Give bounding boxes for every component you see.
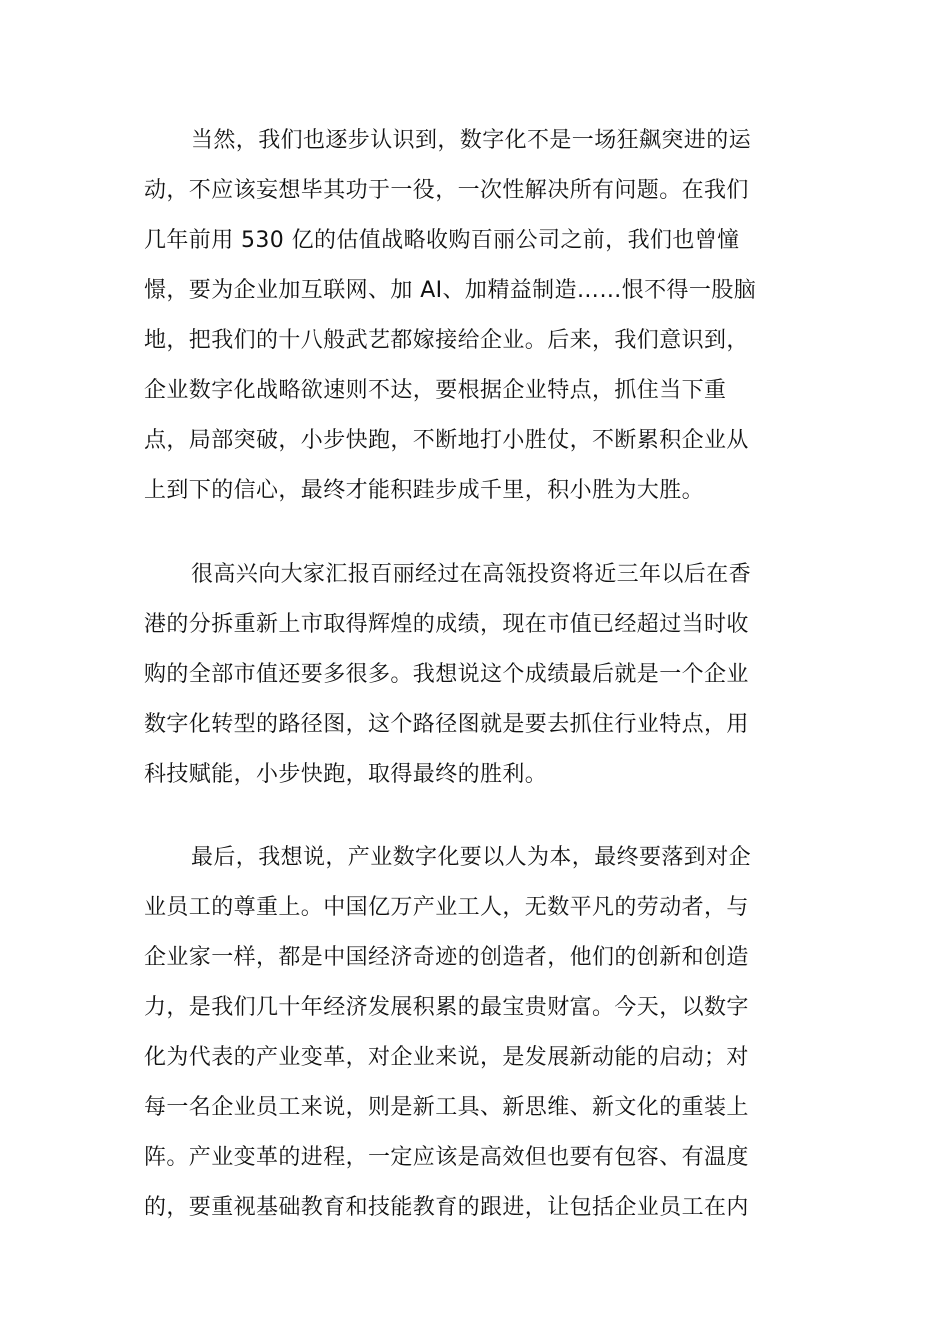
paragraph-line: 力，是我们几十年经济发展积累的最宝贵财富。今天，以数字	[144, 995, 749, 1020]
paragraph-line: 科技赋能，小步快跑，取得最终的胜利。	[144, 762, 548, 787]
paragraph-line: 企业数字化战略欲速则不达，要根据企业特点，抓住当下重	[144, 378, 727, 403]
paragraph-line: 港的分拆重新上市取得辉煌的成绩，现在市值已经超过当时收	[144, 612, 749, 637]
paragraph-line: 很高兴向大家汇报百丽经过在高瓴投资将近三年以后在香	[191, 562, 752, 587]
paragraph-line: 几年前用 530 亿的估值战略收购百丽公司之前，我们也曾憧	[144, 228, 740, 253]
paragraph-line: 购的全部市值还要多很多。我想说这个成绩最后就是一个企业	[144, 662, 749, 687]
paragraph-1	[144, 116, 794, 516]
paragraph-2	[144, 550, 794, 800]
paragraph-line: 当然，我们也逐步认识到，数字化不是一场狂飙突进的运	[191, 128, 752, 153]
paragraph-line: 化为代表的产业变革，对企业来说，是发展新动能的启动；对	[144, 1045, 749, 1070]
paragraph-line: 动，不应该妄想毕其功于一役，一次性解决所有问题。在我们	[144, 178, 749, 203]
paragraph-line: 地，把我们的十八般武艺都嫁接给企业。后来，我们意识到，	[144, 328, 749, 353]
paragraph-line: 数字化转型的路径图，这个路径图就是要去抓住行业特点，用	[144, 712, 749, 737]
paragraph-line: 企业家一样，都是中国经济奇迹的创造者，他们的创新和创造	[144, 945, 749, 970]
paragraph-line: 业员工的尊重上。中国亿万产业工人，无数平凡的劳动者，与	[144, 895, 749, 920]
paragraph-line: 憬，要为企业加互联网、加 AI、加精益制造……恨不得一股脑	[144, 278, 757, 303]
paragraph-3	[144, 833, 794, 1233]
paragraph-line: 最后，我想说，产业数字化要以人为本，最终要落到对企	[191, 845, 752, 870]
paragraph-line: 阵。产业变革的进程，一定应该是高效但也要有包容、有温度	[144, 1145, 749, 1170]
paragraph-line: 每一名企业员工来说，则是新工具、新思维、新文化的重装上	[144, 1095, 749, 1120]
paragraph-line: 上到下的信心，最终才能积跬步成千里，积小胜为大胜。	[144, 478, 705, 503]
paragraph-line: 点，局部突破，小步快跑，不断地打小胜仗，不断累积企业从	[144, 428, 749, 453]
paragraph-line: 的，要重视基础教育和技能教育的跟进，让包括企业员工在内	[144, 1195, 749, 1220]
